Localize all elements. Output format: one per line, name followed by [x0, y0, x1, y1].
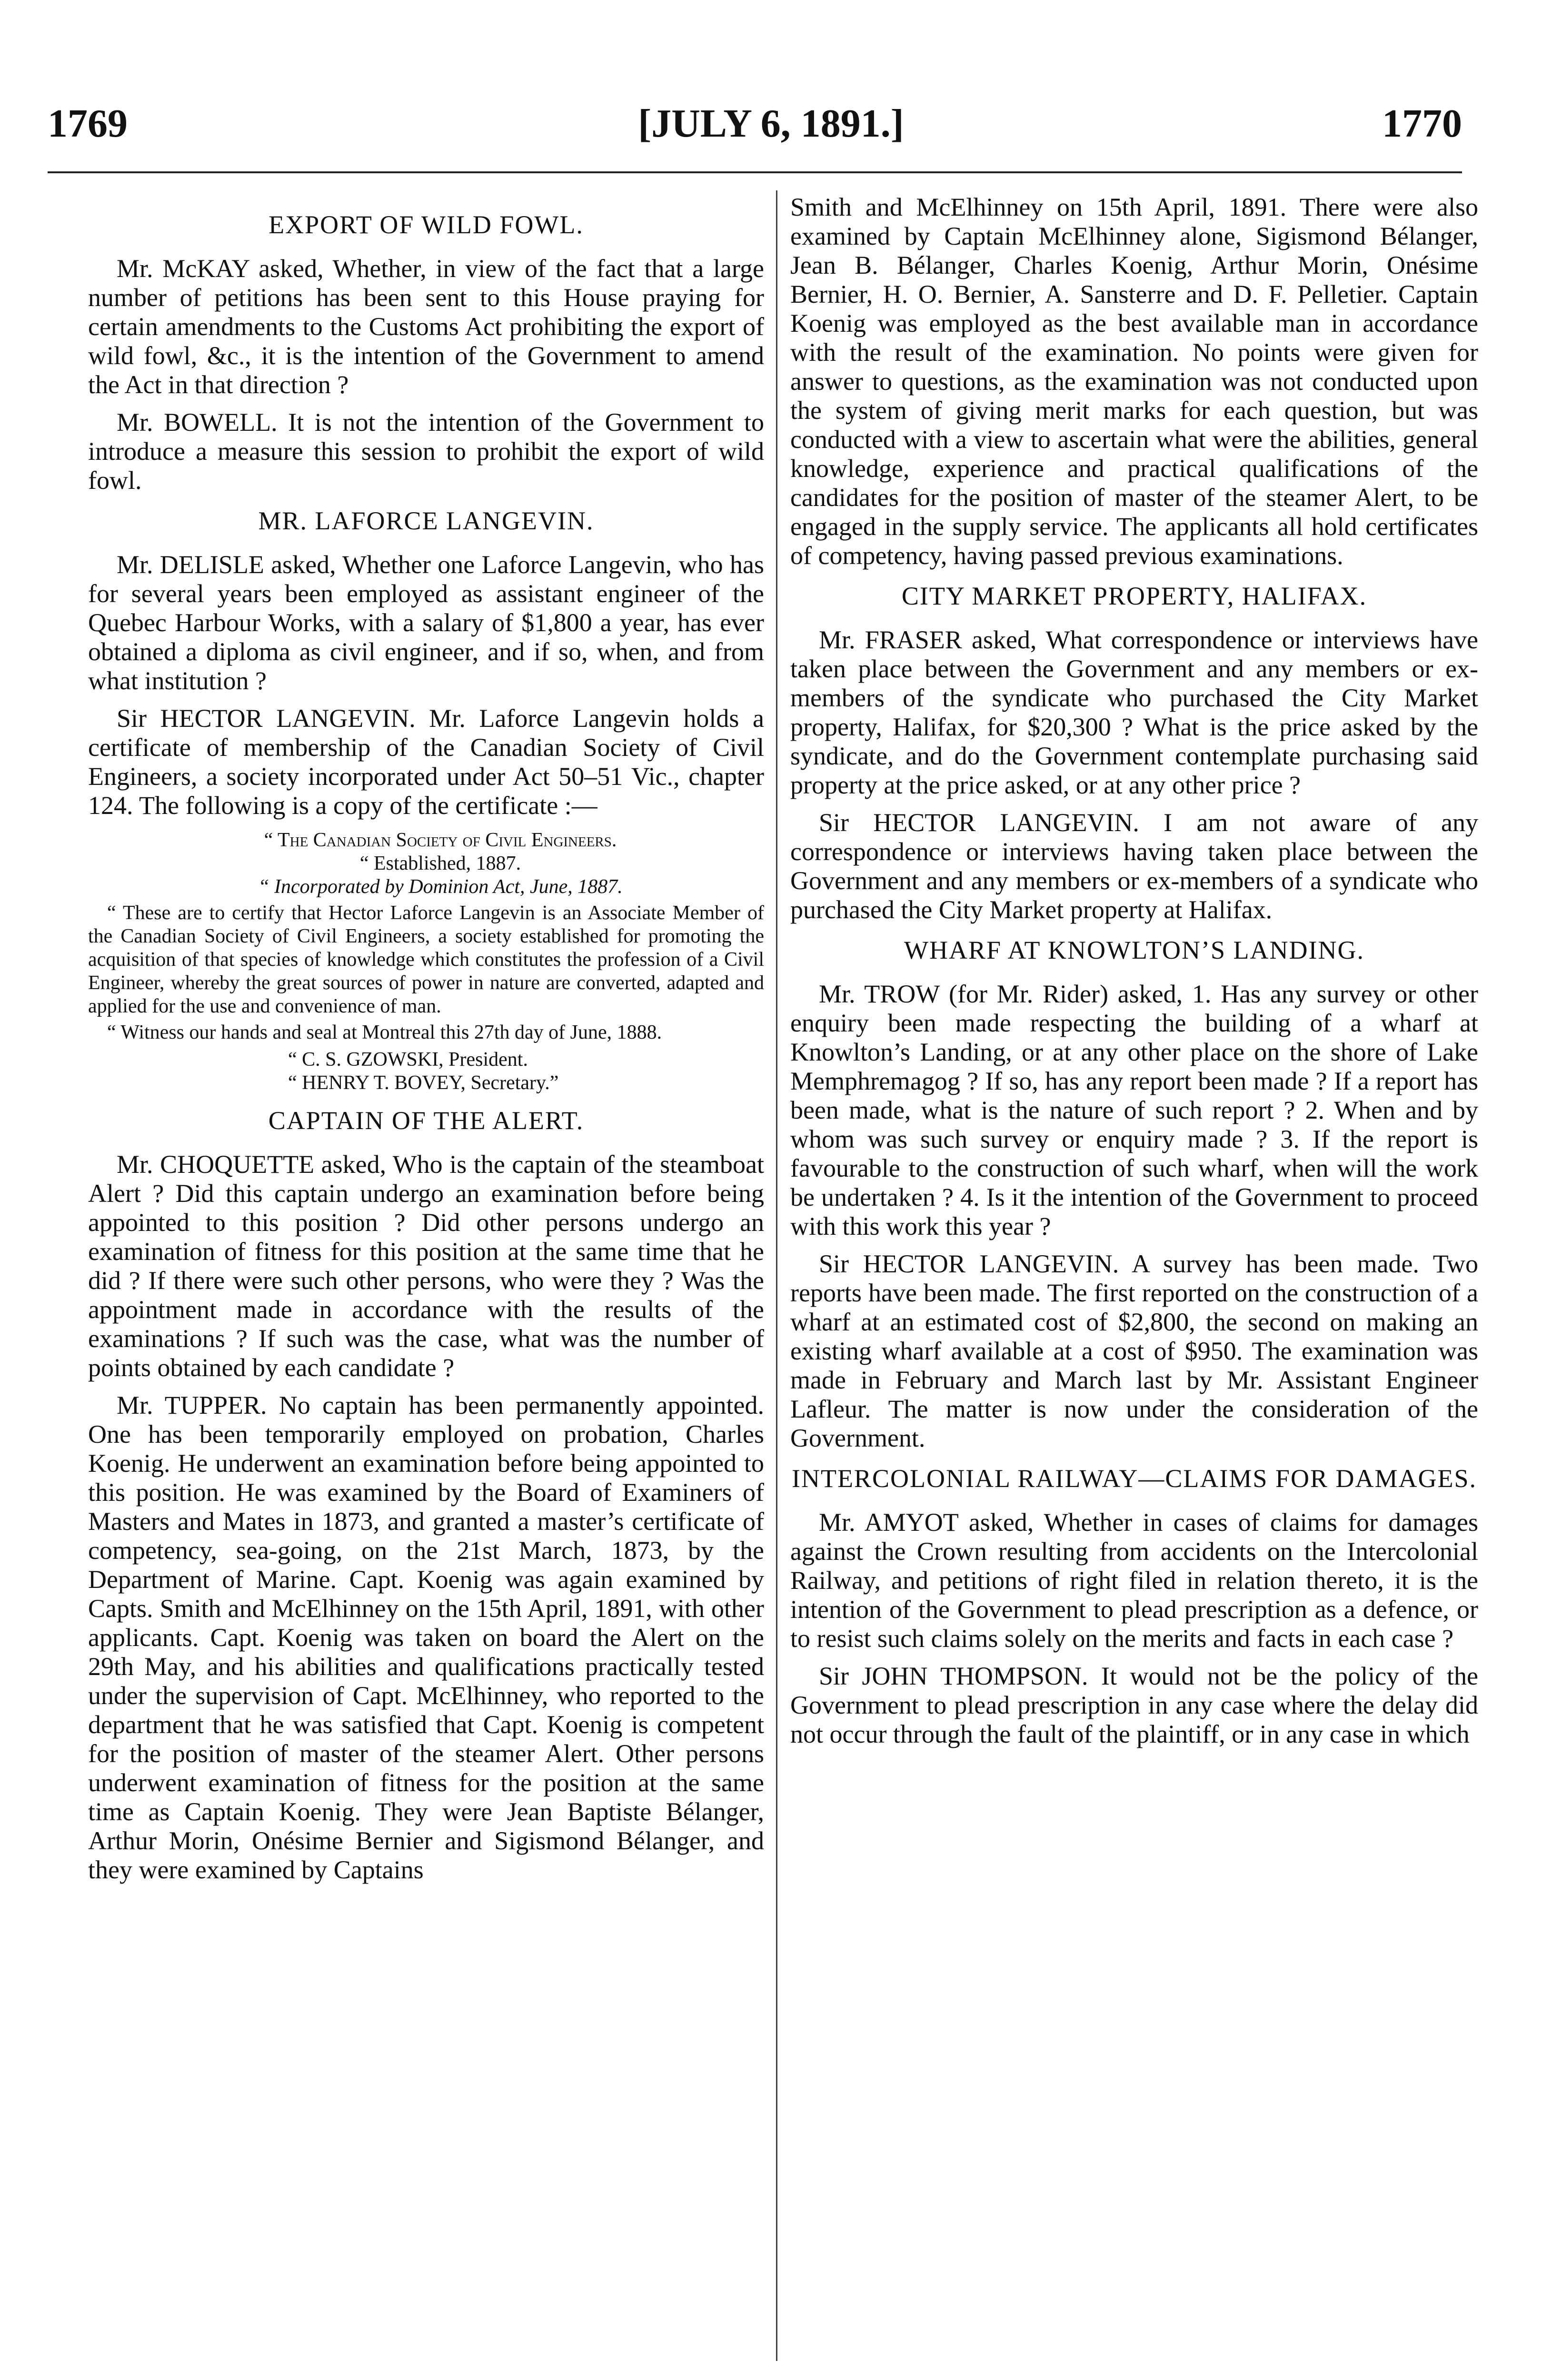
certificate-text: “ These are to certify that Hector Laforce Langevin is an Associate Member of the Canadian Society of Civil Engineers, a society established for promoting the acquisition of that species of knowledge which constitutes the profession of a Civil Engineer, whereby the great sources of power in nature are converted, adapted and applied for the use and convenience of man. — [88, 902, 764, 1017]
question-mckay: Mr. McKAY asked, Whether, in view of the fact that a large number of petitions has been sent to this House praying for certain amendments to the Customs Act prohibiting the export of wild fowl, &c., it is the intention of the Government to amend the Act in that direction ? — [88, 254, 764, 399]
answer-tupper-continued: Smith and McElhinney on 15th April, 1891. There were also examined by Captain McElhinney alone, Sigismond Bélanger, Jean B. Bélanger, Charles Koenig, Arthur Morin, Onésime Bernier, H. O. Bernier, A. Sansterre and D. F. Pelletier. Captain Koenig was employed as the best available man in accordance with the result of the examination. No points were given for answer to questions, as the examination was not conducted upon the system of giving merit marks for each question, but was conducted with a view to ascertain what were the abilities, general knowledge, experience and practical qualifications of the candidates for the position of master of the steamer Alert, to be engaged in the supply service. The applicants all hold certificates of competency, having passed previous examinations. — [790, 193, 1478, 570]
answer-tupper: Mr. TUPPER. No captain has been permanently appointed. One has been temporarily employed on probation, Charles Koenig. He underwent an examination before being appointed to this position. He was examined by the Board of Examiners of Masters and Mates in 1873, and granted a master’s certificate of competency, sea-going, on the 21st March, 1873, by the Department of Marine. Capt. Koenig was again examined by Capts. Smith and McElhinney on the 15th April, 1891, with other applicants. Capt. Koenig was taken on board the Alert on the 29th May, and his abilities and qualifications practically tested under the supervision of Capt. McElhinney, who reported to the department that he was satisfied that Capt. Koenig is competent for the position of master of the steamer Alert. Other persons underwent examination of fitness for the position at the same time as Captain Koenig. They were Jean Baptiste Bélanger, Arthur Morin, Onésime Bernier and Sigismond Bélanger, and they were examined by Captains — [88, 1391, 764, 1884]
running-header — [0, 98, 1542, 150]
question-delisle: Mr. DELISLE asked, Whether one Laforce Langevin, who has for several years been employed as assistant engineer of the Quebec Harbour Works, with a salary of $1,800 a year, has ever obtained a diploma as civil engineer, and if so, when, and from what institution ? — [88, 550, 764, 695]
certificate-society: “ The Canadian Society of Civil Engineers. — [264, 829, 617, 851]
answer-bowell: Mr. BOWELL. It is not the intention of the Government to introduce a measure this session to prohibit the export of wild fowl. — [88, 408, 764, 495]
question-choquette: Mr. CHOQUETTE asked, Who is the captain of the steamboat Alert ? Did this captain undergo an examination before being appointed to this position ? Did other persons undergo an examination of fitness for this position at the same time that he did ? If there were such other persons, who were they ? Was the appointment made in accordance with the results of the examinations ? If such was the case, what was the number of points obtained by each candidate ? — [88, 1150, 764, 1382]
signature-secretary: “ HENRY T. BOVEY, Secretary.” — [288, 1072, 559, 1094]
page-number-right: 1770 — [1382, 101, 1462, 146]
column-divider — [776, 190, 777, 2361]
answer-thompson: Sir JOHN THOMPSON. It would not be the policy of the Government to plead prescription in any case where the delay did not occur through the fault of the plaintiff, or in any case in which — [790, 1662, 1478, 1748]
question-trow: Mr. TROW (for Mr. Rider) asked, 1. Has any survey or other enquiry been made respecting the building of a wharf at Knowlton’s Landing, or at any other place on the shore of Lake Memphremagog ? If so, has any report been made ? If a report has been made, what is the nature of such report ? 2. When and by whom was such survey or enquiry made ? 3. If the report is favourable to the construction of such wharf, when will the work be undertaken ? 4. Is it the intention of the Government to proceed with this work this year ? — [790, 980, 1478, 1240]
section-title-knowltons-landing: WHARF AT KNOWLTON’S LANDING. — [904, 936, 1364, 964]
answer-langevin-wharf: Sir HECTOR LANGEVIN. A survey has been made. Two reports have been made. The first reported on the construction of a wharf at an estimated cost of $2,800, the second on making an existing wharf available at a cost of $950. The examination was made in February and March last by Mr. Assistant Engineer Lafleur. The matter is now under the consideration of the Government. — [790, 1250, 1478, 1452]
certificate-established: “ Established, 1887. — [359, 853, 521, 874]
certificate-quote — [88, 829, 764, 1095]
right-column — [790, 193, 1478, 2344]
answer-langevin-certificate: Sir HECTOR LANGEVIN. Mr. Laforce Langevin holds a certificate of membership of the Canadian Society of Civil Engineers, a society incorporated under Act 50–51 Vic., chapter 124. The following is a copy of the certificate :— — [88, 704, 764, 820]
section-title-captain-alert: CAPTAIN OF THE ALERT. — [268, 1106, 584, 1135]
question-fraser: Mr. FRASER asked, What correspondence or interviews have taken place between the Government and any members or ex-members of the syndicate who purchased the City Market property, Halifax, for $20,300 ? What is the price asked by the syndicate, and do the Government contemplate purchasing said property at the price asked, or at any other price ? — [790, 625, 1478, 799]
section-title-laforce-langevin: MR. LAFORCE LANGEVIN. — [258, 506, 594, 535]
section-title-wild-fowl: EXPORT OF WILD FOWL. — [269, 210, 584, 239]
question-amyot: Mr. AMYOT asked, Whether in cases of claims for damages against the Crown resulting from accidents on the Intercolonial Railway, and petitions of right filed in relation thereto, it is the intention of the Government to plead prescription as a defence, or to resist such claims solely on the merits and facts in each case ? — [790, 1508, 1478, 1653]
signature-president: “ C. S. GZOWSKI, President. — [288, 1049, 528, 1071]
left-column — [88, 209, 764, 2361]
answer-langevin-market: Sir HECTOR LANGEVIN. I am not aware of any correspondence or interviews having taken place between the Government and any members or ex-members of a syndicate who purchased the City Market property at Halifax. — [790, 808, 1478, 924]
page-number-left: 1769 — [48, 101, 128, 146]
header-date: [JULY 6, 1891.] — [638, 101, 904, 146]
section-title-intercolonial-railway: INTERCOLONIAL RAILWAY—CLAIMS FOR DAMAGES. — [791, 1464, 1477, 1493]
certificate-incorporated: “ Incorporated by Dominion Act, June, 1887. — [258, 876, 623, 898]
certificate-witness: “ Witness our hands and seal at Montreal this 27th day of June, 1888. — [107, 1021, 662, 1043]
header-rule — [48, 171, 1462, 173]
section-title-city-market: CITY MARKET PROPERTY, HALIFAX. — [901, 582, 1367, 610]
